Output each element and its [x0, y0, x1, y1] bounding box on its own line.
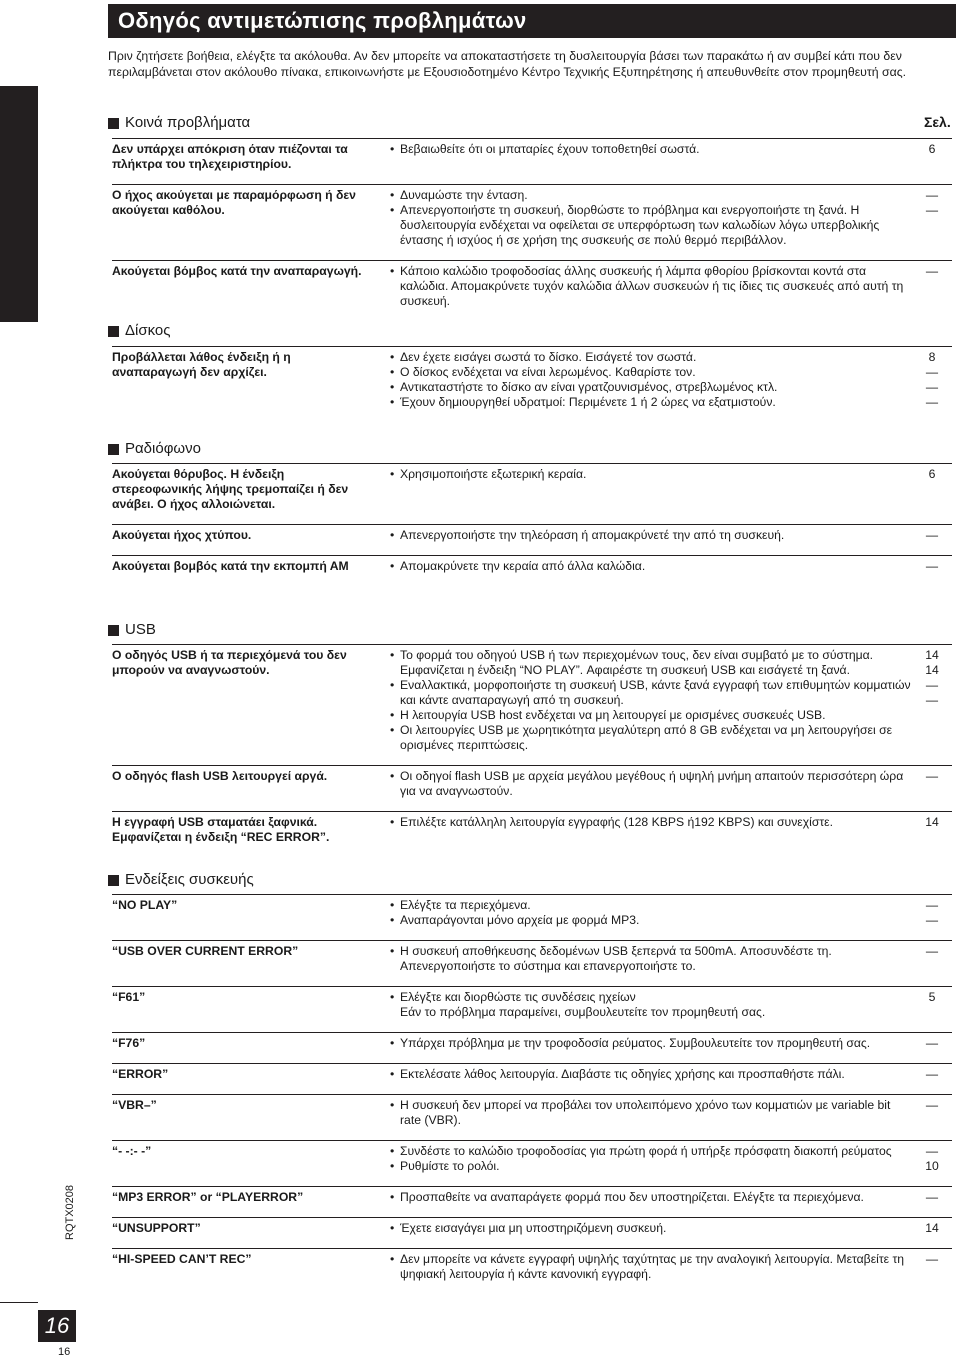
- remedy-item: [390, 1005, 912, 1020]
- problem-text: Προβάλλεται λάθος ένδειξη ή η αναπαραγωγή δεν αρχίζει.: [112, 347, 382, 423]
- remedy-item: [390, 203, 912, 248]
- bullet-icon: •: [390, 1098, 395, 1112]
- page-ref: 6: [928, 467, 936, 481]
- remedy-text: Το φορμά του οδηγού USB ή των περιεχομένων τους, δεν είναι συμβατό με το σύστημα. Εμφανίζεται η ένδειξη “NO PLAY”. Αφαιρέστε τη συσκευή USB και εισάγετέ τη ξανά.: [400, 648, 874, 677]
- page-ref-cell: [912, 645, 952, 766]
- remedy-cell: [382, 645, 912, 766]
- square-bullet-icon: [108, 625, 119, 636]
- remedy-text: Οι λειτουργίες USB με χωρητικότητα μεγαλύτερη από 8 GB ενδέχεται να μη λειτουργήσει σε ορισμένες περιπτώσεις.: [400, 723, 893, 752]
- bullet-icon: •: [390, 1190, 395, 1204]
- page-ref-cell: [912, 464, 952, 525]
- remedy-item: [390, 350, 912, 365]
- problem-text: Ακούγεται βόμβος κατά την αναπαραγωγή.: [112, 261, 382, 322]
- remedy-text: Ελέγξτε τα περιεχόμενα.: [400, 898, 531, 912]
- remedy-cell: [382, 185, 912, 261]
- bullet-icon: •: [390, 528, 395, 542]
- remedy-item: [390, 769, 912, 799]
- problem-text: Ο ήχος ακούγεται με παραμόρφωση ή δεν ακούγεται καθόλου.: [112, 185, 382, 261]
- document-code: RQTX0208: [64, 1184, 76, 1240]
- page-ref-cell: [912, 1141, 952, 1187]
- problem-text: Ο οδηγός flash USB λειτουργεί αργά.: [112, 766, 382, 812]
- remedy-item: [390, 395, 912, 410]
- table-row: [112, 987, 952, 1033]
- page-ref: —: [925, 1190, 939, 1204]
- square-bullet-icon: [108, 875, 119, 886]
- page-ref-cell: [912, 1218, 952, 1249]
- page-number-box: 16: [38, 1310, 76, 1342]
- table-row: [112, 185, 952, 261]
- remedy-item: [390, 142, 912, 157]
- page-ref: 5: [928, 990, 936, 1004]
- remedy-item: [390, 678, 912, 708]
- page-ref: —: [925, 188, 939, 202]
- section-heading-label: Ενδείξεις συσκευής: [125, 871, 254, 888]
- page-title: Οδηγός αντιμετώπισης προβλημάτων: [108, 4, 956, 38]
- page-ref: —: [925, 693, 939, 707]
- table-row: [112, 895, 952, 941]
- problem-text: “UNSUPPORT”: [112, 1218, 382, 1249]
- remedy-text: Ελέγξτε και διορθώστε τις συνδέσεις ηχείων: [400, 990, 636, 1004]
- page-ref-cell: [912, 941, 952, 987]
- remedy-cell: [382, 941, 912, 987]
- bullet-icon: •: [390, 723, 395, 737]
- table-common-problems: [112, 138, 952, 321]
- section-heading-label: Δίσκος: [125, 322, 171, 339]
- page-ref-cell: [912, 261, 952, 322]
- remedy-text: Εκτελέσατε λάθος λειτουργία. Διαβάστε τις οδηγίες χρήσης και προσπαθήστε πάλι.: [400, 1067, 845, 1081]
- page-ref-cell: [912, 1064, 952, 1095]
- page-ref: —: [925, 769, 939, 783]
- table-row: [112, 812, 952, 858]
- remedy-cell: [382, 261, 912, 322]
- bullet-icon: •: [390, 203, 395, 217]
- remedy-cell: [382, 1095, 912, 1141]
- remedy-item: [390, 1098, 912, 1128]
- page-ref: —: [925, 898, 939, 912]
- remedy-text: Επιλέξτε κατάλληλη λειτουργία εγγραφής (128 KBPS ή192 KBPS) και συνεχίστε.: [400, 815, 833, 829]
- section-heading-radio: [108, 440, 201, 458]
- remedy-item: [390, 1144, 912, 1159]
- page-ref: 14: [925, 663, 939, 677]
- page-ref-cell: [912, 1033, 952, 1064]
- bullet-icon: •: [390, 365, 395, 379]
- remedy-item: [390, 913, 912, 928]
- page-ref: —: [925, 1036, 939, 1050]
- bullet-icon: •: [390, 1159, 395, 1173]
- bullet-icon: •: [390, 815, 395, 829]
- page-ref: 14: [925, 1221, 939, 1235]
- square-bullet-icon: [108, 118, 119, 129]
- page-ref-cell: [912, 766, 952, 812]
- remedy-item: [390, 1067, 912, 1082]
- remedy-cell: [382, 895, 912, 941]
- bullet-icon: •: [390, 990, 395, 1004]
- page-ref: —: [925, 380, 939, 394]
- remedy-cell: [382, 464, 912, 525]
- bullet-icon: •: [390, 648, 395, 662]
- remedy-text: Εναλλακτικά, μορφοποιήστε τη συσκευή USB, κάντε ξανά εγγραφή των επιθυμητών κομματιών και κάντε αναπαραγωγή από τη συσκευή.: [400, 678, 911, 707]
- page-ref: —: [925, 365, 939, 379]
- bullet-icon: •: [390, 188, 395, 202]
- bullet-icon: •: [390, 1144, 395, 1158]
- remedy-text: Δυναμώστε την ένταση.: [400, 188, 528, 202]
- page-ref-cell: [912, 812, 952, 858]
- remedy-item: [390, 723, 912, 753]
- bullet-icon: •: [390, 142, 395, 156]
- table-row: [112, 941, 952, 987]
- bullet-icon: •: [390, 1067, 395, 1081]
- page-ref: 10: [925, 1159, 939, 1173]
- remedy-item: [390, 990, 912, 1005]
- problem-text: Ο οδηγός USB ή τα περιεχόμενά του δεν μπορούν να αναγνωστούν.: [112, 645, 382, 766]
- remedy-text: Απενεργοποιήστε τη συσκευή, διορθώστε το πρόβλημα και ενεργοποιήστε τη ξανά. Η δυσλειτουργία ενδέχεται να οφείλεται σε υπερφόρτωση των καλωδίων λόγω υπερβολικής έντασης ή ισχύος ή σε χρήση της συσκευής σε πολύ θερμό περιβάλλον.: [400, 203, 880, 247]
- remedy-cell: [382, 1141, 912, 1187]
- section-heading-indicators: [108, 871, 254, 889]
- remedy-item: [390, 528, 912, 543]
- page-ref-cell: [912, 347, 952, 423]
- page-ref: [912, 1005, 952, 1020]
- remedy-item: [390, 944, 912, 974]
- remedy-text: Αναπαράγονται μόνο αρχεία με φορμά MP3.: [400, 913, 640, 927]
- table-row: [112, 464, 952, 525]
- bullet-icon: •: [390, 898, 395, 912]
- page-ref: —: [925, 1067, 939, 1081]
- table-row: [112, 1095, 952, 1141]
- remedy-text: Αντικαταστήστε το δίσκο αν είναι γρατζουνισμένος, στρεβλωμένος κτλ.: [400, 380, 778, 394]
- remedy-text: Έχουν δημιουργηθεί υδρατμοί: Περιμένετε 1 ή 2 ώρες να εξατμιστούν.: [400, 395, 776, 409]
- square-bullet-icon: [108, 326, 119, 337]
- section-heading-common: [108, 114, 250, 132]
- remedy-text: Απομακρύνετε την κεραία από άλλα καλώδια.: [400, 559, 646, 573]
- table-row: [112, 1033, 952, 1064]
- table-row: [112, 347, 952, 423]
- remedy-text: Εάν το πρόβλημα παραμείνει, συμβουλευτείτε τον προμηθευτή σας.: [400, 1005, 766, 1019]
- page-ref: —: [925, 1144, 939, 1158]
- problem-text: “- -:- -”: [112, 1141, 382, 1187]
- table-row: [112, 1141, 952, 1187]
- remedy-text: Συνδέστε το καλώδιο τροφοδοσίας για πρώτη φορά ή υπήρξε πρόσφατη διακοπή ρεύματος: [400, 1144, 892, 1158]
- intro-paragraph: Πριν ζητήσετε βοήθεια, ελέγξτε τα ακόλουθα. Αν δεν μπορείτε να αποκαταστήσετε τη δυσλειτουργία βάσει των παρακάτω ή αν συμβεί κάτι που δεν περιλαμβάνεται στον ακόλουθο πίνακα, επικοινωνήστε με Εξουσιοδοτημένο Κέντρο Τεχνικής Εξυπηρέτησης ή απευθυνθείτε στον προμηθευτή σας.: [108, 49, 907, 79]
- remedy-cell: [382, 766, 912, 812]
- table-row: [112, 525, 952, 556]
- remedy-item: [390, 1190, 912, 1205]
- page-column-label: Σελ.: [924, 114, 951, 130]
- remedy-cell: [382, 556, 912, 587]
- remedy-text: Οι οδηγοί flash USB με αρχεία μεγάλου μεγέθους ή υψηλή μνήμη απαιτούν περισσότερη ώρα για να αναγνωστούν.: [400, 769, 904, 798]
- section-heading-disc: [108, 322, 171, 340]
- problem-text: Ακούγεται θόρυβος. Η ένδειξη στερεοφωνικής λήψης τρεμοπαίζει ή δεν ανάβει. Ο ήχος αλλοιώνεται.: [112, 464, 382, 525]
- table-row: [112, 1249, 952, 1295]
- table-radio: [112, 463, 952, 586]
- table-row: [112, 139, 952, 185]
- remedy-text: Χρησιμοποιήστε εξωτερική κεραία.: [400, 467, 587, 481]
- remedy-cell: [382, 1033, 912, 1064]
- page-ref-cell: [912, 525, 952, 556]
- remedy-text: Δεν έχετε εισάγει σωστά το δίσκο. Εισάγετέ τον σωστά.: [400, 350, 697, 364]
- remedy-text: Απενεργοποιήστε την τηλεόραση ή απομακρύνετέ την από τη συσκευή.: [400, 528, 785, 542]
- problem-text: “F61”: [112, 987, 382, 1033]
- remedy-item: [390, 380, 912, 395]
- bullet-icon: •: [390, 264, 395, 278]
- section-heading-label: Κοινά προβλήματα: [125, 114, 251, 131]
- remedy-cell: [382, 1187, 912, 1218]
- page-ref-cell: [912, 1095, 952, 1141]
- section-heading-usb: [108, 621, 156, 639]
- bullet-icon: •: [390, 559, 395, 573]
- remedy-text: Ρυθμίστε το ρολόι.: [400, 1159, 500, 1173]
- page-number-footer: 16: [58, 1346, 71, 1358]
- problem-text: “F76”: [112, 1033, 382, 1064]
- remedy-cell: [382, 1064, 912, 1095]
- remedy-item: [390, 708, 912, 723]
- problem-text: “VBR–”: [112, 1095, 382, 1141]
- page-ref: —: [925, 944, 939, 958]
- table-row: [112, 1218, 952, 1249]
- remedy-item: [390, 815, 912, 830]
- page-ref: —: [925, 1098, 939, 1112]
- remedy-item: [390, 898, 912, 913]
- remedy-text: Η συσκευή δεν μπορεί να προβάλει τον υπολειπόμενο χρόνο των κομματιών με variable bit rate (VBR).: [400, 1098, 891, 1127]
- remedy-item: [390, 467, 912, 482]
- page-ref: —: [925, 395, 939, 409]
- page-ref: —: [925, 528, 939, 542]
- table-row: [112, 766, 952, 812]
- bullet-icon: •: [390, 769, 395, 783]
- page-ref: —: [925, 559, 939, 573]
- remedy-item: [390, 1221, 912, 1236]
- footer-divider: [0, 1302, 38, 1303]
- problem-text: Δεν υπάρχει απόκριση όταν πιέζονται τα πλήκτρα του τηλεχειριστηρίου.: [112, 139, 382, 185]
- side-thumb-tab: [0, 86, 38, 322]
- bullet-icon: •: [390, 944, 395, 958]
- page-ref-cell: [912, 1187, 952, 1218]
- page-ref-cell: [912, 987, 952, 1033]
- remedy-item: [390, 1252, 912, 1282]
- bullet-icon: •: [390, 1221, 395, 1235]
- bullet-icon: •: [390, 1252, 395, 1266]
- page-ref-cell: [912, 139, 952, 185]
- problem-text: “NO PLAY”: [112, 895, 382, 941]
- bullet-icon: •: [390, 395, 395, 409]
- remedy-text: Δεν μπορείτε να κάνετε εγγραφή υψηλής ταχύτητας με την αναλογική λειτουργία. Μεταβείτε τη ψηφιακή λειτουργία ή κάντε κανονική εγγραφή.: [400, 1252, 905, 1281]
- problem-text: “ERROR”: [112, 1064, 382, 1095]
- square-bullet-icon: [108, 444, 119, 455]
- bullet-icon: •: [390, 678, 395, 692]
- remedy-text: Κάποιο καλώδιο τροφοδοσίας άλλης συσκευής ή λάμπα φθορίου βρίσκονται κοντά στα καλώδια. Απομακρύνετε τυχόν καλώδια άλλων συσκευών ή τις ίδιες τις συσκευές από αυτή τη συσκευή.: [400, 264, 904, 308]
- table-indicators: [112, 894, 952, 1294]
- section-heading-label: USB: [125, 621, 156, 638]
- page-ref: —: [925, 203, 939, 217]
- remedy-item: [390, 1036, 912, 1051]
- table-row: [112, 1064, 952, 1095]
- remedy-text: Η συσκευή αποθήκευσης δεδομένων USB ξεπερνά τα 500mA. Αποσυνδέστε τη. Απενεργοποιήστε το σύστημα και επανεργοποιήστε το.: [400, 944, 832, 973]
- remedy-text: Βεβαιωθείτε ότι οι μπαταρίες έχουν τοποθετηθεί σωστά.: [400, 142, 700, 156]
- remedy-item: [390, 365, 912, 380]
- remedy-item: [390, 648, 912, 678]
- remedy-text: Υπάρχει πρόβλημα με την τροφοδοσία ρεύματος. Συμβουλευτείτε τον προμηθευτή σας.: [400, 1036, 871, 1050]
- remedy-item: [390, 188, 912, 203]
- remedy-cell: [382, 139, 912, 185]
- bullet-icon: •: [390, 380, 395, 394]
- page-ref: —: [925, 1252, 939, 1266]
- page-ref-cell: [912, 556, 952, 587]
- section-heading-label: Ραδιόφωνο: [125, 440, 201, 457]
- problem-text: “USB OVER CURRENT ERROR”: [112, 941, 382, 987]
- page-ref: 14: [925, 648, 939, 662]
- table-row: [112, 645, 952, 766]
- problem-text: Ακούγεται ήχος χτύπου.: [112, 525, 382, 556]
- bullet-icon: •: [390, 1036, 395, 1050]
- page-ref: 8: [928, 350, 936, 364]
- problem-text: Ακούγεται βομβός κατά την εκπομπή ΑΜ: [112, 556, 382, 587]
- page-ref: 6: [928, 142, 936, 156]
- remedy-cell: [382, 1218, 912, 1249]
- remedy-item: [390, 264, 912, 309]
- remedy-text: Η λειτουργία USB host ενδέχεται να μη λειτουργεί με ορισμένες συσκευές USB.: [400, 708, 826, 722]
- page-ref: —: [925, 678, 939, 692]
- bullet-icon: •: [390, 350, 395, 364]
- table-row: [112, 261, 952, 322]
- page-ref: 14: [925, 815, 939, 829]
- problem-text: Η εγγραφή USB σταματάει ξαφνικά. Εμφανίζεται η ένδειξη “REC ERROR”.: [112, 812, 382, 858]
- remedy-text: Ο δίσκος ενδέχεται να είναι λερωμένος. Καθαρίστε τον.: [400, 365, 696, 379]
- page-ref: —: [925, 913, 939, 927]
- remedy-cell: [382, 812, 912, 858]
- problem-text: “MP3 ERROR” or “PLAYERROR”: [112, 1187, 382, 1218]
- remedy-cell: [382, 1249, 912, 1295]
- table-row: [112, 1187, 952, 1218]
- table-disc: [112, 346, 952, 422]
- bullet-icon: •: [390, 913, 395, 927]
- remedy-item: [390, 1159, 912, 1174]
- remedy-cell: [382, 347, 912, 423]
- remedy-text: Έχετε εισαγάγει μια μη υποστηριζόμενη συσκευή.: [400, 1221, 667, 1235]
- remedy-cell: [382, 525, 912, 556]
- remedy-item: [390, 559, 912, 574]
- page-ref-cell: [912, 1249, 952, 1295]
- problem-text: “HI-SPEED CAN’T REC”: [112, 1249, 382, 1295]
- table-usb: [112, 644, 952, 857]
- bullet-icon: •: [390, 467, 395, 481]
- bullet-icon: •: [390, 708, 395, 722]
- remedy-text: Προσπαθείτε να αναπαράγετε φορμά που δεν υποστηρίζεται. Ελέγξτε τα περιεχόμενα.: [400, 1190, 864, 1204]
- page-ref-cell: [912, 185, 952, 261]
- page-ref: —: [925, 264, 939, 278]
- table-row: [112, 556, 952, 587]
- page-ref-cell: [912, 895, 952, 941]
- remedy-cell: [382, 987, 912, 1033]
